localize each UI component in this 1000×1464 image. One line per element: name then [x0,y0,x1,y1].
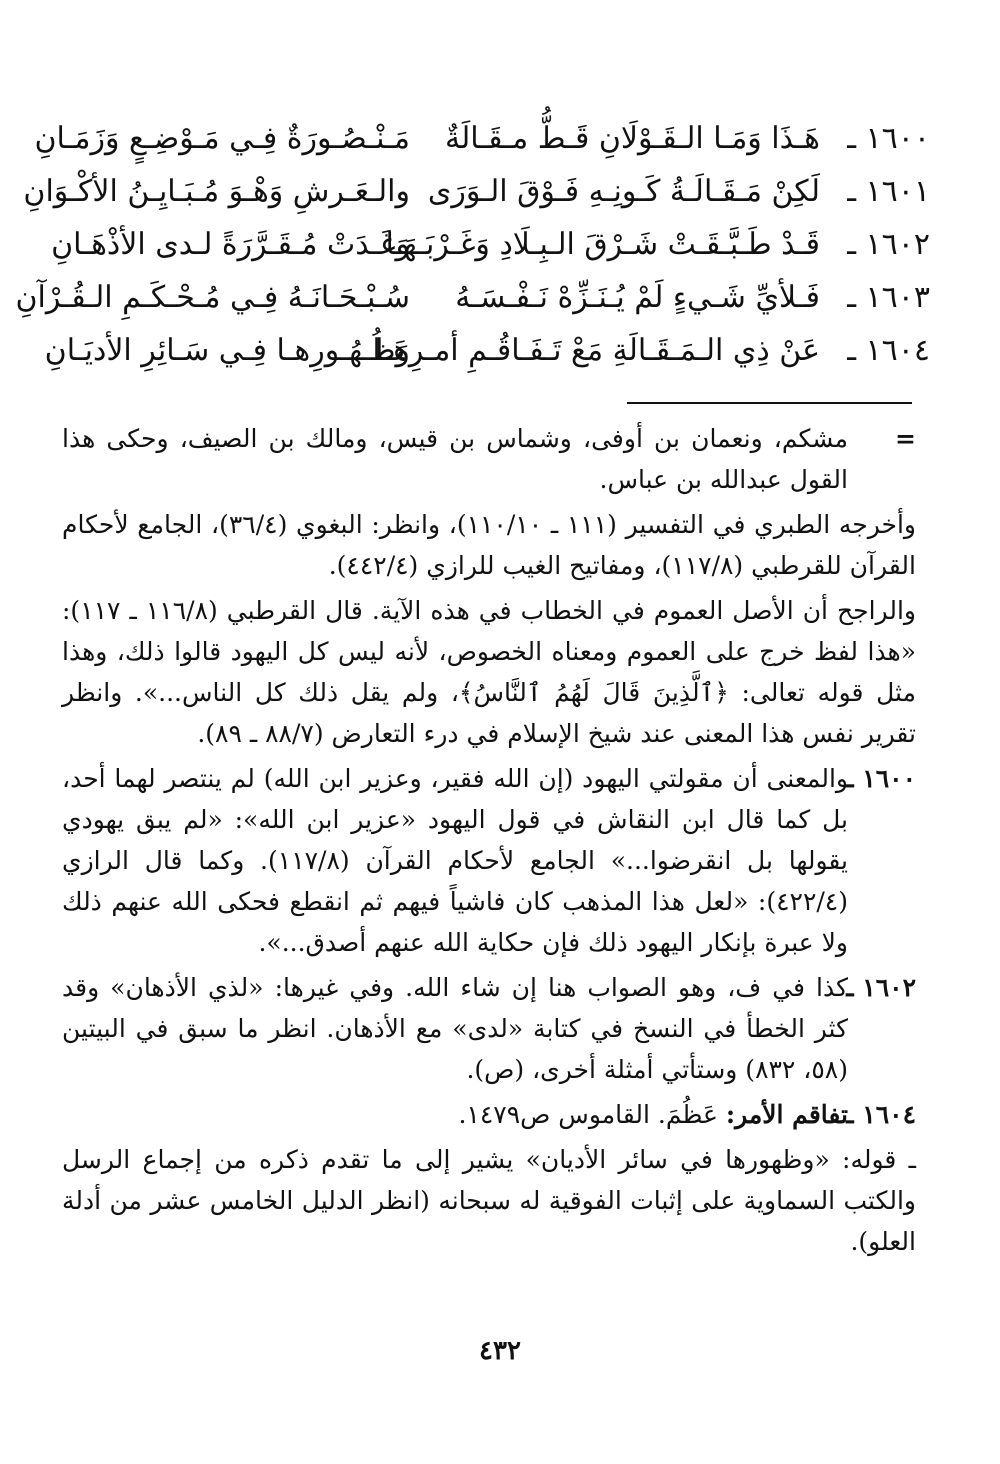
footnote-text: وأخرجه الطبري في التفسير (١١١ ـ ١١٠/١٠)، وانظر: البغوي (٣٦/٤)، الجامع لأحكام القرآن للقرطبي (١١٧/٨)، ومفاتيح الغيب للرازي (٤٤٢/٤). [62,510,916,580]
footnote [62,504,916,586]
page-number: ٤٣٢ [479,1336,521,1366]
verse-row [23,165,930,218]
verse-first-hemistich: عَنْ ذِي الـمَـقَـالَةِ مَعْ تَـفَـاقُـمِ أمـرِهَـا [375,333,820,368]
verse-first-hemistich: فَـلأيِّ شَـيءٍ لَمْ يُـنَـزِّهْ نَـفْـسَـهُ [455,280,820,315]
footnote-separator [627,402,912,404]
poem-verses [15,112,930,377]
footnote-marker: ١٦٠٠ ـ [846,764,916,793]
verse-second-hemistich: والـعَـرشِ وَهْـوَ مُـبَـايِـنُ الأكْـوَانِ [23,174,410,209]
verse-number: ١٦٠٠ ـ [847,121,930,156]
footnote [62,1139,916,1262]
footnote [62,1094,916,1135]
verse-number: ١٦٠١ ـ [847,174,930,209]
footnote-text: مشكم، ونعمان بن أوفى، وشماس بن قيس، ومالك بن الصيف، وحكى هذا القول عبدالله بن عباس. [62,424,848,494]
footnote-text: عَظُمَ. القاموس ص١٤٧٩. [458,1100,726,1129]
verse-second-hemistich: سُـبْـحَـانَـهُ فِـي مُـحْـكَـمِ الـقُـرْآنِ [15,280,410,315]
verse-first-hemistich: لَكِنْ مَـقَـالَـةُ كَـونِـهِ فَـوْقَ الـوَرَى [427,174,820,209]
footnote-marker: = [895,424,916,453]
footnote [62,418,916,500]
verse-number: ١٦٠٣ ـ [847,280,930,315]
verse-row [34,112,930,165]
footnote-text: والمعنى أن مقولتي اليهود (إن الله فقير، وعزير ابن الله) لم ينتصر لهما أحد، بل كما قال ابن النقاش في قول اليهود «عزير ابن الله»: «لم يبق يهودي يقولها بل انقرضوا...» الجامع لأحكام القرآن (١١٧/٨). وكما قال الرازي (٤٢٢/٤): «لعل هذا المذهب كان فاشياً فيهم ثم انقطع فحكى الله عنهم ذلك ولا عبرة بإنكار اليهود ذلك فإن حكاية الله عنهم أصدق...». [62,764,849,957]
verse-row [15,271,930,324]
footnote-term: تفاقم الأمر: [725,1100,848,1129]
verse-first-hemistich: قَـدْ طَـبَّـقَـتْ شَـرْقَ الـبِـلَادِ وَغَـرْبَـهَـا [385,227,820,262]
verse-second-hemistich: وَغَـدَتْ مُـقَـرَّرَةً لـدى الأذْهَـانِ [51,227,410,262]
footnote-marker: ١٦٠٢ ـ [846,973,916,1002]
verse-number: ١٦٠٢ ـ [847,227,930,262]
verse-first-hemistich: هَـذَا وَمَـا الـقَـوْلَانِ قَـطُّ مـقَـالَةٌ [445,121,820,156]
footnote-text: والراجح أن الأصل العموم في الخطاب في هذه الآية. قال القرطبي (١١٦/٨ ـ ١١٧): «هذا لفظ خرج على العموم ومعناه الخصوص، لأنه ليس كل اليهود قالوا ذلك، وهذا مثل قوله تعالى: ﴿ٱلَّذِينَ قَالَ لَهُمُ ٱلنَّاسُ﴾، ولم يقل ذلك كل الناس...». وانظر تقرير نفس هذا المعنى عند شيخ الإسلام في درء التعارض (٨٨/٧ ـ ٨٩). [62,596,916,748]
footnote [62,590,916,754]
verse-second-hemistich: مَـنْـصُـورَةٌ فِـي مَـوْضِـعٍ وَزَمَـانِ [34,121,410,156]
footnote-text: ـ قوله: «وظهورها في سائر الأديان» يشير إلى ما تقدم ذكره من إجماع الرسل والكتب السماوية على إثبات الفوقية له سبحانه (انظر الدليل الخامس عشر من أدلة العلو). [62,1145,916,1256]
footnote-marker: ١٦٠٤ ـ [846,1100,916,1129]
footnote [62,967,916,1090]
verse-row [40,324,930,377]
verse-number: ١٦٠٤ ـ [847,333,930,368]
footnote-text: كذا في ف، وهو الصواب هنا إن شاء الله. وفي غيرها: «لذي الأذهان» وقد كثر الخطأ في النسخ في كتابة «لدى» مع الأذهان. انظر ما سبق في البيتين (٥٨، ٨٣٢) وستأتي أمثلة أخرى، (ص). [62,973,848,1084]
verse-second-hemistich: وَظُـهُـورِهـا فِـي سَـائِرِ الأديَـانِ [44,333,410,368]
footnote [62,758,916,963]
verse-row [40,218,930,271]
footnotes [62,418,916,1266]
